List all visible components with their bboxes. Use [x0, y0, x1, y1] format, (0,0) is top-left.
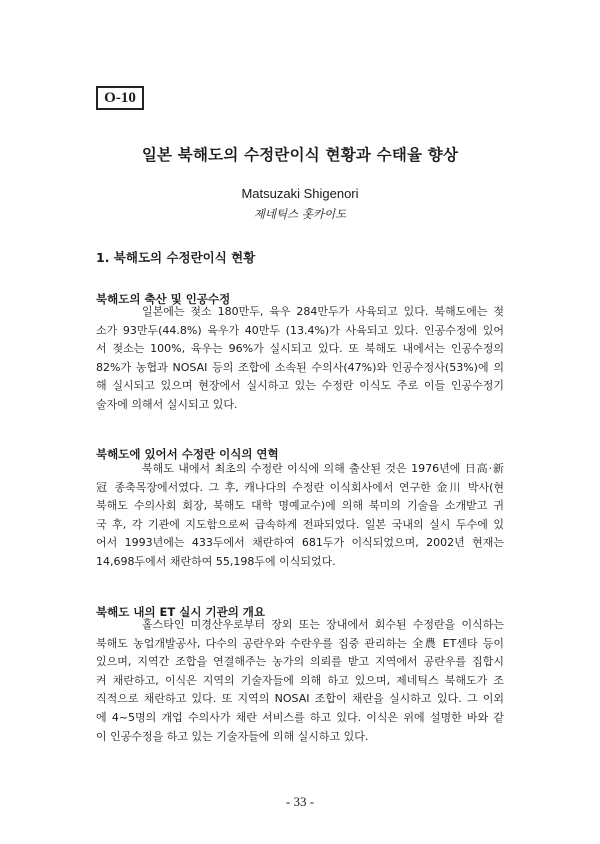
- paragraph-line: 14,698두에서 채란하여 55,198두에 이식되었다.: [96, 554, 336, 568]
- subsection-heading-3: 북해도 내의 ET 실시 기관의 개요: [96, 605, 266, 619]
- paragraph-2: [96, 460, 504, 572]
- paragraph-1: [96, 303, 504, 415]
- paragraph-line: 북해도 농업개발공사, 다수의 공란우와 수란우를 집중 관리하는 全農 ET센타 등이: [96, 636, 504, 650]
- section-heading: 1. 북해도의 수정란이식 현황: [96, 250, 256, 265]
- paragraph-line: 해 실시되고 있으며 현장에서 실시하고 있는 수정란 이식도 주로 이들 인공수정기: [96, 379, 504, 393]
- paragraph-3: [96, 616, 504, 746]
- paragraph-line: 북해도 수의사회 회장, 북해도 대학 명예교수)에 의해 북미의 기술을 소개받고 귀: [96, 499, 504, 513]
- paragraph-line: 소가 93만두(44.8%) 육우가 40만두 (13.4%)가 사육되고 있다. 인공수정에 있어: [96, 323, 504, 337]
- paragraph-line: 술자에 의해서 실시되고 있다.: [96, 397, 238, 411]
- paragraph-line: 있으며, 지역간 조합을 연결해주는 농가의 의뢰를 받고 지역에서 공란우를 집합시: [96, 655, 504, 669]
- author-name: Matsuzaki Shigenori: [241, 186, 359, 201]
- paragraph-line: 홀스타인 미경산우로부터 장외 또는 장내에서 회수된 수정란을 이식하는: [142, 618, 504, 631]
- paragraph-line: 이 인공수정을 하고 있는 기술자들에 의해 실시하고 있다.: [96, 729, 369, 743]
- paragraph-line: 82%가 농협과 NOSAI 등의 조합에 소속된 수의사(47%)와 인공수정사(53%)에 의: [96, 360, 504, 374]
- paragraph-line: 직적으로 채란하고 있다. 또 지역의 NOSAI 조합이 채란을 실시하고 있다. 그 이외: [96, 692, 504, 706]
- paragraph-line: 일본에는 젖소 180만두, 육우 284만두가 사육되고 있다. 북해도에는 젖: [142, 305, 504, 318]
- paragraph-line: 서 젖소는 100%, 육우는 96%가 실시되고 있다. 또 북해도 내에서는 인공수정의: [96, 342, 504, 356]
- abstract-code-box: O-10: [96, 86, 144, 110]
- paragraph-line: 북해도 내에서 최초의 수정란 이식에 의해 출산된 것은 1976년에 日高·新: [142, 462, 504, 475]
- paragraph-line: 에 4~5명의 개업 수의사가 채란 서비스를 하고 있다. 이식은 위에 설명한 바와 같: [96, 710, 504, 724]
- author-affiliation: 제네틱스 홋카이도: [253, 207, 347, 221]
- subsection-heading-2: 북해도에 있어서 수정란 이식의 연혁: [96, 447, 279, 461]
- paragraph-line: 冠 종축목장에서였다. 그 후, 캐나다의 수정란 이식회사에서 연구한 金川 박사(현: [96, 480, 504, 494]
- page-number: - 33 -: [285, 794, 315, 809]
- subsection-heading-1: 북해도의 축산 및 인공수정: [96, 292, 231, 306]
- paragraph-line: 어서 1993년에는 433두에서 채란하여 681두가 이식되었으며, 2002년 현재는: [96, 536, 504, 550]
- paper-title: 일본 북해도의 수정란이식 현황과 수태율 향상: [141, 146, 459, 164]
- paragraph-line: 국 후, 각 기관에 지도함으로써 급속하게 전파되었다. 일본 국내의 실시 두수에 있: [96, 517, 504, 531]
- paragraph-line: 켜 채란하고, 이식은 지역의 기술자들에 의해 하고 있으며, 제네틱스 북해도가 조: [96, 673, 504, 687]
